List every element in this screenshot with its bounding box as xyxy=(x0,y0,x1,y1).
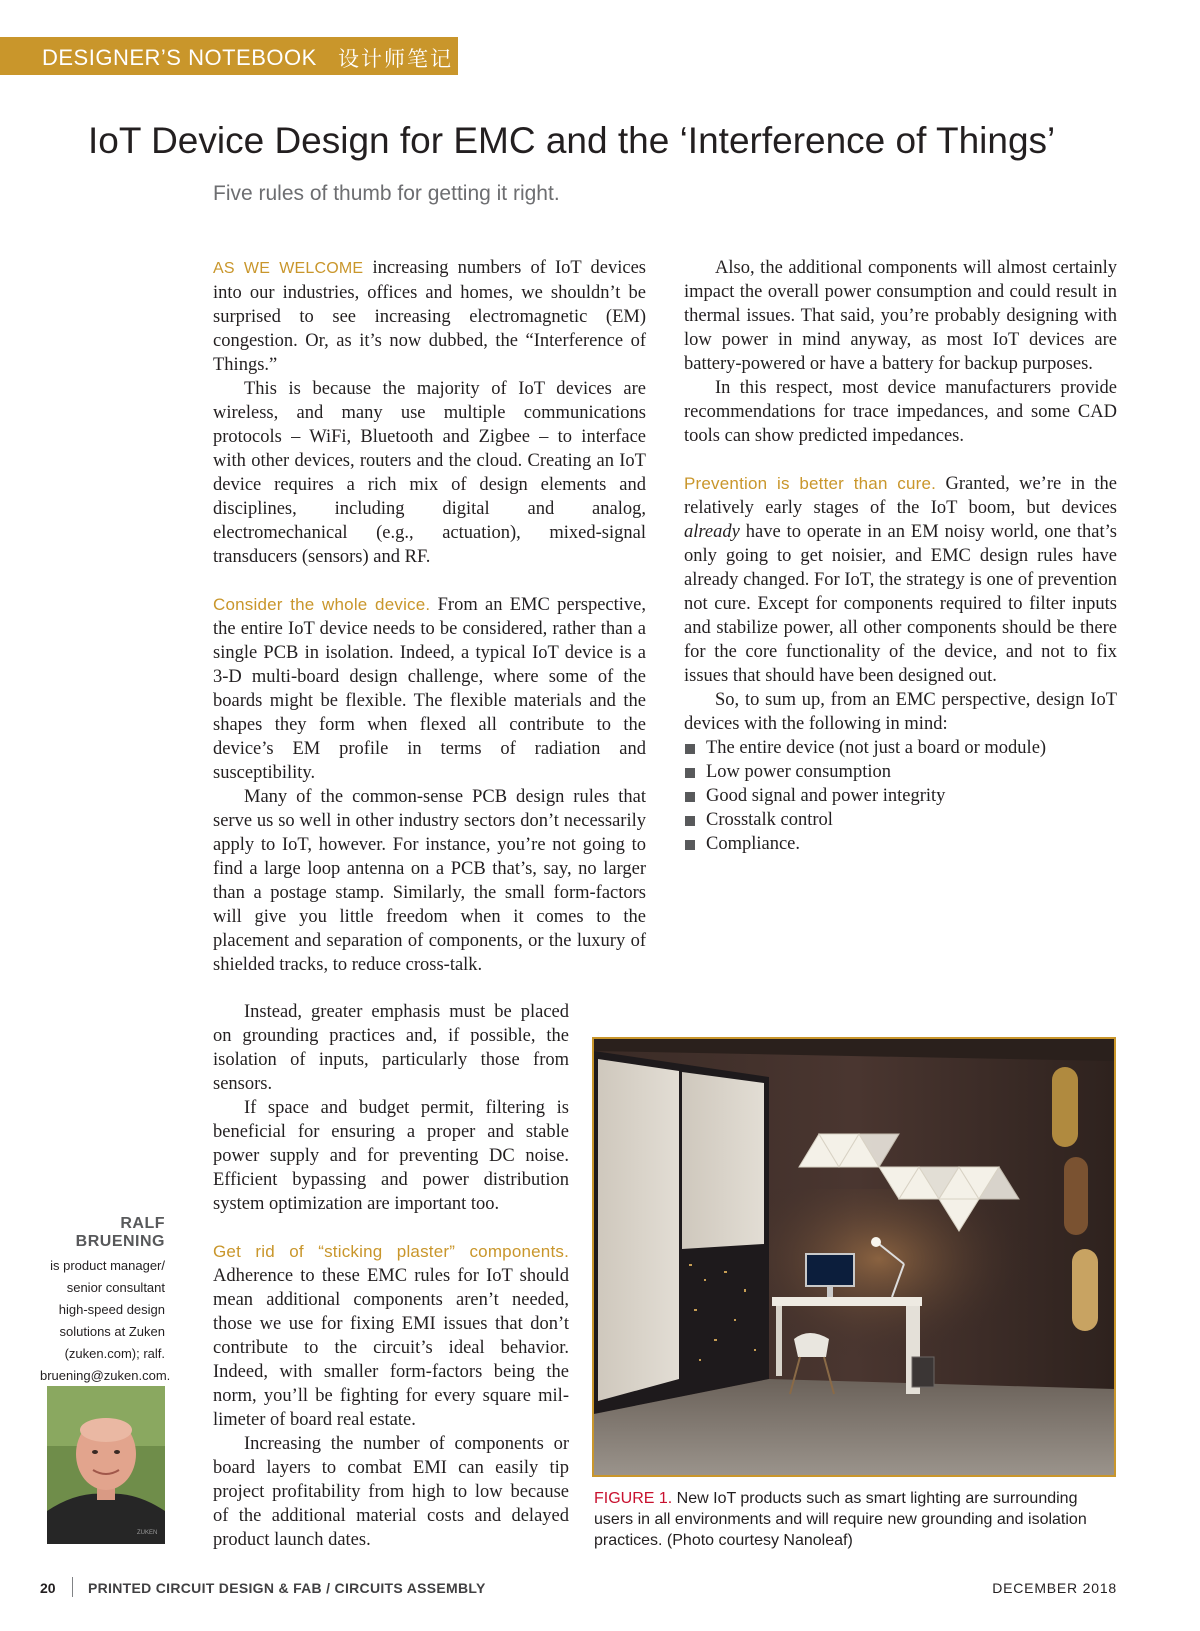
paragraph: Prevention is better than cure. Granted, we’re in the relatively early stages of the IoT boom, but devices already have to operate in an EM noisy world, one that’s only going to get noisier, and EMC design rules have already changed. For IoT, the strategy is one of prevention not cure. Except for components required to filter inputs and stabilize power, all other components should be there for the core functionality of the device, and not to fix issues that should have been designed out. xyxy=(684,474,1117,686)
paragraph: Increasing the number of components or board layers to combat EMI can easily tip project profitability from high to low because of the additional material costs and delayed product launch dates. xyxy=(213,1434,569,1550)
column-right xyxy=(684,256,1117,856)
list-item: Low power consumption xyxy=(684,760,1117,784)
column-left-top xyxy=(213,256,646,977)
author-headshot xyxy=(47,1386,165,1544)
window-blind-left xyxy=(598,1059,679,1401)
paragraph: This is because the majority of IoT devices are wireless, and many use multiple communications protocols – WiFi, Bluetooth and Zigbee – to interface with other devices, routers and the cloud. Creating an IoT device requires a rich mix of design elements and disciplines, including digital and analog, electromechanical (e.g., actuation), mixed-signal transducers (sensors) and RF. xyxy=(213,379,646,567)
section-banner xyxy=(0,37,458,75)
square-bullet-icon xyxy=(685,768,695,778)
square-bullet-icon xyxy=(685,792,695,802)
waste-bin xyxy=(912,1357,934,1387)
page-footer xyxy=(40,1577,1117,1601)
chair xyxy=(794,1333,829,1357)
paragraph: Consider the whole device. From an EMC perspective, the entire IoT device needs to be considered, rather than a single PCB in isolation. Indeed, a typical IoT device is a 3-D multi-board design challenge, where some of the boards might be flexible. The flexible materials and the shapes they form when flexed all contribute to the device’s EM profile in terms of radiation and susceptibility. xyxy=(213,595,646,783)
paragraph-intro: AS WE WELCOME increasing numbers of IoT devices into our industries, offices and homes, we shouldn’t be surprised to see increasing electromagnetic (EM) congestion. Or, as it’s now dubbed, the “Interference of Things.” xyxy=(213,258,646,375)
author-description: is product manager/ senior consultant high-speed design solutions at Zuken (zuken.com); ralf. bruening@zuken.com. xyxy=(40,1258,171,1383)
publication-name: PRINTED CIRCUIT DESIGN & FAB / CIRCUITS ASSEMBLY xyxy=(88,1580,486,1596)
paragraph: If space and budget permit, filtering is beneficial for ensuring a proper and stable power supply and for preventing DC noise. Efficient bypassing and power distribution system optimization are important too. xyxy=(213,1098,569,1214)
subhead-consider: Consider the whole device. xyxy=(213,595,431,614)
section-label: DESIGNER’S NOTEBOOK xyxy=(42,45,317,70)
paragraph: In this respect, most device manufacturers provide recommendations for trace impedances, and some CAD tools can show predicted impedances. xyxy=(684,378,1117,446)
lead-in: AS WE WELCOME xyxy=(213,260,364,277)
room-illustration xyxy=(594,1039,1114,1475)
skateboard-1 xyxy=(1052,1067,1078,1147)
desk xyxy=(772,1297,922,1306)
issue-date: DECEMBER 2018 xyxy=(992,1580,1117,1596)
square-bullet-icon xyxy=(685,744,695,754)
page-number: 20 xyxy=(40,1580,56,1596)
list-item: The entire device (not just a board or module) xyxy=(684,736,1117,760)
window-blind-right xyxy=(682,1072,764,1249)
author-name: RALF BRUENING xyxy=(75,1215,165,1250)
figure-photo xyxy=(592,1037,1116,1477)
subhead-prevention: Prevention is better than cure. xyxy=(684,474,937,493)
square-bullet-icon xyxy=(685,840,695,850)
column-left-bottom xyxy=(213,1000,569,1552)
skateboard-2 xyxy=(1064,1157,1088,1235)
paragraph: Instead, greater emphasis must be placed on grounding practices and, if possible, the isolation of inputs, particularly those from sensors. xyxy=(213,1002,569,1094)
paragraph: Also, the additional components will almost certainly impact the overall power consumption and could result in thermal issues. That said, you’re probably designing with low power in mind anyway, as most IoT devices are battery-powered or have a battery for backup purposes. xyxy=(684,258,1117,374)
bullet-list xyxy=(684,736,1117,856)
list-item: Good signal and power integrity xyxy=(684,784,1117,808)
shirt-logo: ZUKEN xyxy=(137,1530,158,1536)
monitor xyxy=(806,1254,854,1286)
footer-divider xyxy=(72,1577,73,1597)
list-item: Crosstalk control xyxy=(684,808,1117,832)
skateboard-3 xyxy=(1072,1249,1098,1331)
figure-caption: FIGURE 1. New IoT products such as smart lighting are surrounding users in all environments and will require new grounding and isolation practices. (Photo courtesy Nanoleaf) xyxy=(594,1490,1087,1549)
subhead-sticking-plaster: Get rid of “sticking plaster” components. xyxy=(213,1242,569,1261)
section-label-chinese: 设计师笔记 xyxy=(338,47,453,71)
list-item: Compliance. xyxy=(684,832,1117,856)
paragraph: Get rid of “sticking plaster” components. Adherence to these EMC rules for IoT should mean additional components aren’t needed, those we use for fixing EMI issues that don’t contribute to the circuit’s ideal behavior. Indeed, with smaller form-factors being the norm, you’ll be fighting for every square millimeter of board real estate. xyxy=(213,1242,569,1430)
article-subtitle: Five rules of thumb for getting it right. xyxy=(213,182,560,205)
figure-label: FIGURE 1. xyxy=(594,1490,673,1507)
article-title: IoT Device Design for EMC and the ‘Interference of Things’ xyxy=(88,120,1056,161)
paragraph: So, to sum up, from an EMC perspective, design IoT devices with the following in mind: xyxy=(684,690,1117,734)
paragraph: Many of the common-sense PCB design rules that serve us so well in other industry sectors don’t necessarily apply to IoT, however. For instance, you’re not going to find a large loop antenna on a PCB that’s, say, no larger than a postage stamp. Similarly, the small form-factors will give you little freedom when it comes to the placement and separation of components, or the luxury of shielded tracks, to reduce cross-talk. xyxy=(213,787,646,975)
author-bio xyxy=(40,1215,171,1387)
square-bullet-icon xyxy=(685,816,695,826)
